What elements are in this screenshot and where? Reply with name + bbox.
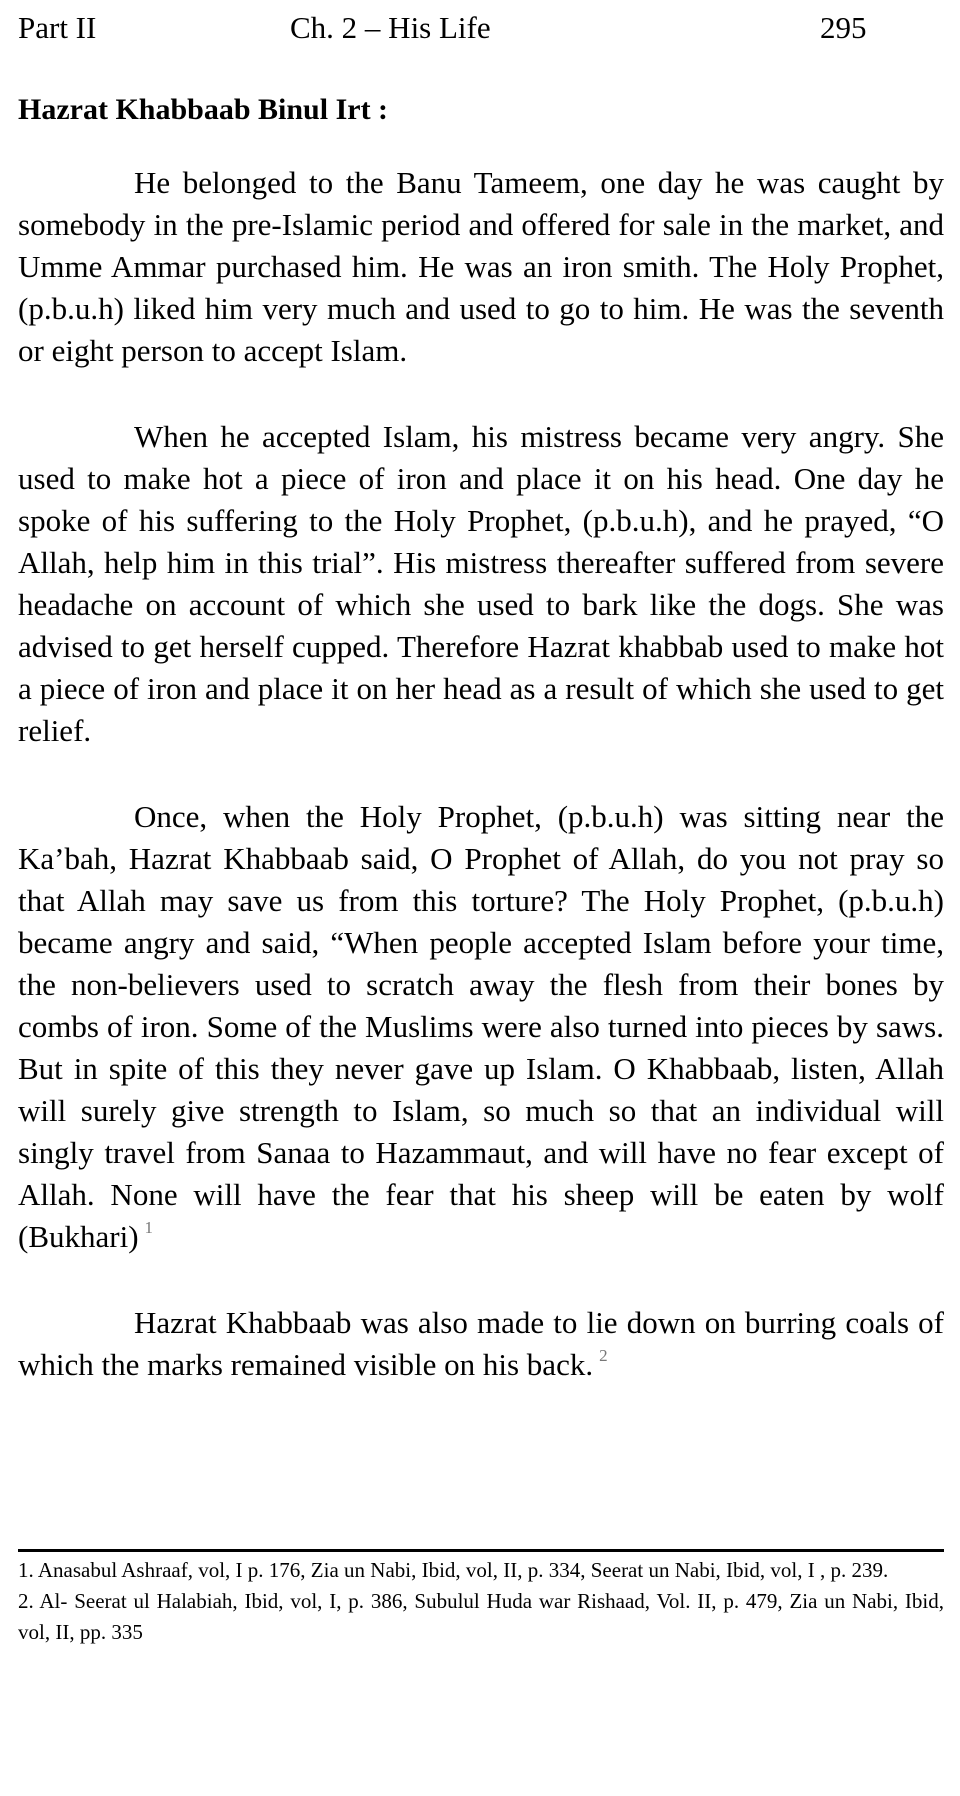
section-title: Hazrat Khabbaab Binul Irt :	[18, 93, 389, 126]
paragraph-3-text: Once, when the Holy Prophet, (p.b.u.h) was sitting near the Ka’bah, Hazrat Khabbaab said, O Prophet of Allah, do you not pray so that Allah may save us from this torture? The Holy Prophet, (p.b.u.h) became angry and said, “When people accepted Islam before your time, the non-believers used to scratch away the flesh from their bones by combs of iron. Some of the Muslims were also turned into pieces by saws. But in spite of this they never gave up Islam. O Khabbaab, listen, Allah will surely give strength to Islam, so much so that an individual will singly travel from Sanaa to Hazammaut, and will have no fear except of Allah. None will have the fear that his sheep will be eaten by wolf (Bukhari)	[18, 799, 944, 1254]
paragraph-1: He belonged to the Banu Tameem, one day he was caught by somebody in the pre-Islamic period and offered for sale in the market, and Umme Ammar purchased him. He was an iron smith. The Holy Prophet, (p.b.u.h) liked him very much and used to go to him. He was the seventh or eight person to accept Islam.	[18, 165, 944, 368]
footnote-ref-1: 1	[144, 1218, 154, 1237]
paragraph-4-text: Hazrat Khabbaab was also made to lie down on burring coals of which the marks remained visible on his back.	[18, 1305, 944, 1382]
footnote-ref-2: 2	[599, 1346, 608, 1365]
book-page	[18, 0, 944, 1796]
footnotes	[18, 1555, 944, 1648]
footnote-divider	[18, 1549, 944, 1552]
footnote-2: 2. Al- Seerat ul Halabiah, Ibid, vol, I, p. 386, Subulul Huda war Rishaad, Vol. II, p. 479, Zia un Nabi, Ibid, vol, II, pp. 335	[18, 1589, 944, 1644]
footnote-1: 1. Anasabul Ashraaf, vol, I p. 176, Zia un Nabi, Ibid, vol, II, p. 334, Seerat un Nabi, Ibid, vol, I , p. 239.	[18, 1558, 889, 1582]
paragraph-4	[18, 1302, 944, 1386]
header-chapter: Ch. 2 – His Life	[290, 10, 491, 45]
header-part: Part II	[18, 10, 97, 45]
page-number: 295	[820, 10, 867, 45]
running-header	[18, 8, 944, 48]
paragraph-2: When he accepted Islam, his mistress became very angry. She used to make hot a piece of iron and place it on his head. One day he spoke of his suffering to the Holy Prophet, (p.b.u.h), and he prayed, “O Allah, help him in this trial”. His mistress thereafter suffered from severe headache on account of which she used to bark like the dogs. She was advised to get herself cupped. Therefore Hazrat khabbab used to make hot a piece of iron and place it on her head as a result of which she used to get relief.	[18, 419, 944, 748]
paragraph-3	[18, 796, 944, 1258]
body-text	[18, 162, 944, 1430]
